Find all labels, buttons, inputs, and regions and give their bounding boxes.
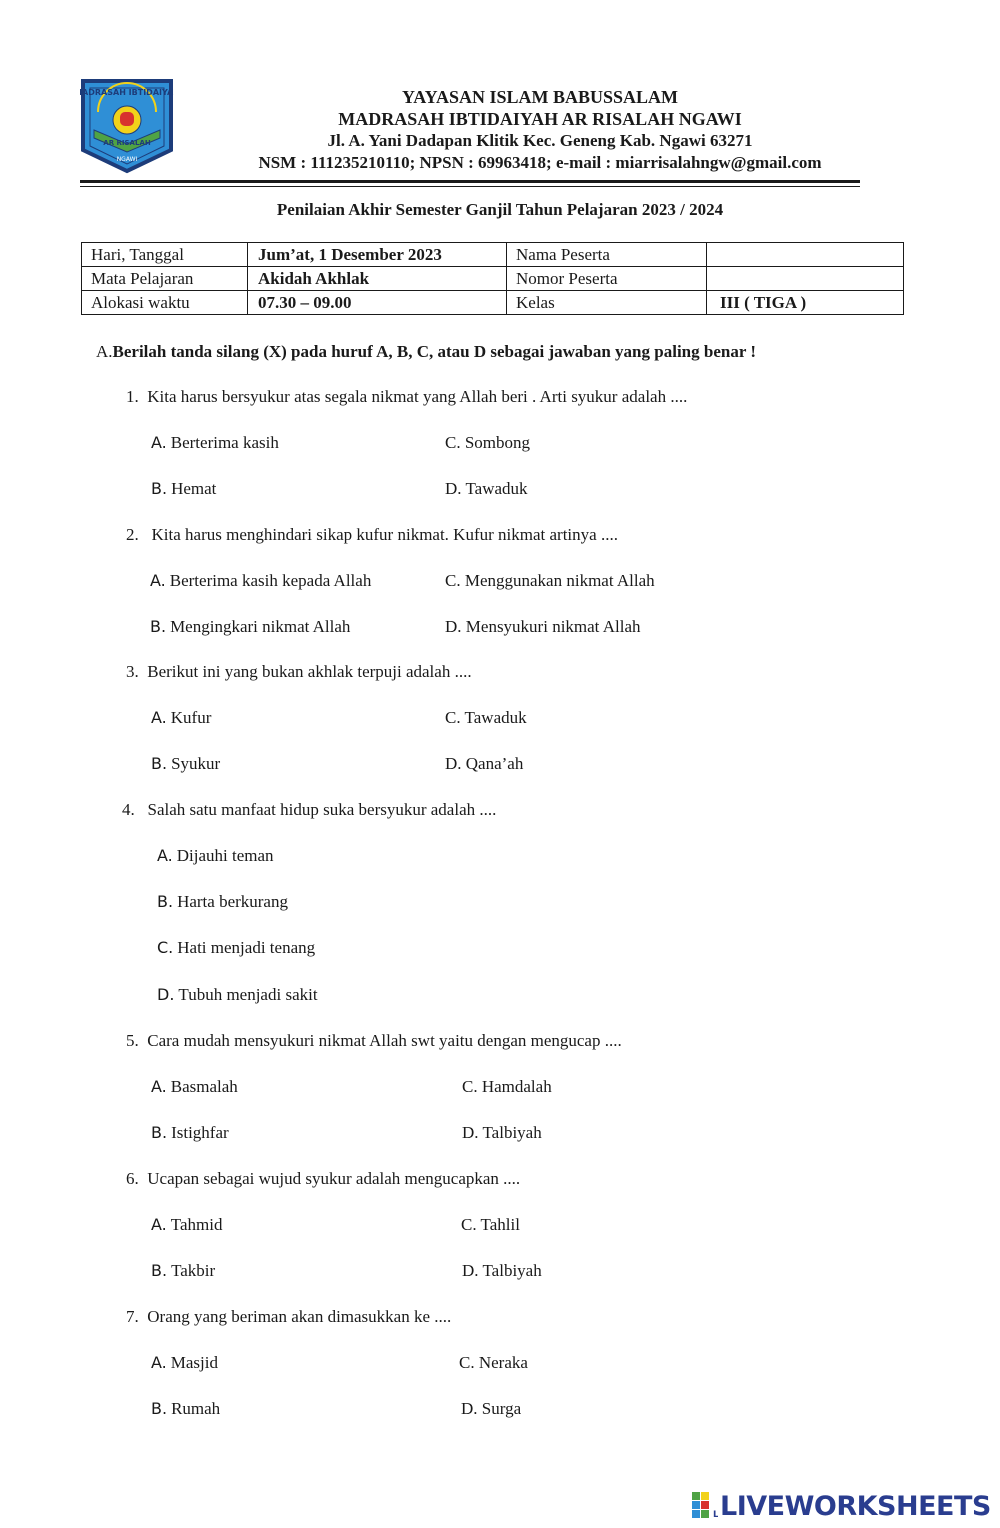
option-text: Hati menjadi tenang xyxy=(177,938,316,957)
q5-option-b[interactable] xyxy=(151,1123,229,1143)
date-value: Jum’at, 1 Desember 2023 xyxy=(248,243,507,267)
date-label: Hari, Tanggal xyxy=(82,243,248,267)
liveworksheets-logo-icon xyxy=(692,1492,718,1520)
option-letter: C. xyxy=(445,708,461,727)
option-text: Talbiyah xyxy=(482,1261,542,1280)
q3-option-b[interactable] xyxy=(151,754,220,774)
question-number: 6. xyxy=(126,1169,139,1188)
subject-value: Akidah Akhlak xyxy=(248,267,507,291)
question-text: Kita harus menghindari sikap kufur nikmat. Kufur nikmat artinya .... xyxy=(147,525,618,544)
q5-option-d[interactable] xyxy=(462,1123,542,1143)
school-logo xyxy=(80,78,174,174)
question-7 xyxy=(126,1307,451,1327)
option-text: Dijauhi teman xyxy=(176,846,274,865)
q1-option-c[interactable] xyxy=(445,433,530,453)
logo-top-text: ADRASAH IBTIDAIYA xyxy=(82,88,174,97)
question-5 xyxy=(126,1031,622,1051)
option-text: Menggunakan nikmat Allah xyxy=(464,571,655,590)
option-letter: A. xyxy=(151,1215,167,1234)
q6-option-a[interactable] xyxy=(151,1215,222,1235)
question-number: 1. xyxy=(126,387,139,406)
option-letter: D. xyxy=(445,479,462,498)
participant-name-label: Nama Peserta xyxy=(507,243,707,267)
q7-option-a[interactable] xyxy=(151,1353,218,1373)
option-text: Tahlil xyxy=(480,1215,520,1234)
option-letter: D. xyxy=(157,985,175,1004)
question-number: 2. xyxy=(126,525,139,544)
question-4 xyxy=(122,800,496,820)
option-letter: B. xyxy=(151,1399,168,1418)
school-name: MADRASAH IBTIDAIYAH AR RISALAH NGAWI xyxy=(338,109,742,129)
liveworksheets-brand: LIVEWORKSHEETS xyxy=(720,1490,991,1522)
school-address: Jl. A. Yani Dadapan Klitik Kec. Geneng Kab. Ngawi 63271 xyxy=(327,131,753,150)
q3-option-c[interactable] xyxy=(445,708,527,728)
q6-option-c[interactable] xyxy=(461,1215,520,1235)
question-2 xyxy=(126,525,618,545)
question-text: Kita harus bersyukur atas segala nikmat yang Allah beri . Arti syukur adalah .... xyxy=(147,387,688,406)
q1-option-d[interactable] xyxy=(445,479,528,499)
liveworksheets-watermark[interactable] xyxy=(692,1489,991,1523)
header-rule-thick xyxy=(80,180,860,183)
option-letter: B. xyxy=(150,617,167,636)
option-letter: B. xyxy=(157,892,174,911)
q3-option-d[interactable] xyxy=(445,754,523,774)
foundation-name: YAYASAN ISLAM BABUSSALAM xyxy=(401,87,679,107)
question-text: Berikut ini yang bukan akhlak terpuji adalah .... xyxy=(147,662,472,681)
exam-info-table xyxy=(81,242,904,315)
option-letter: C. xyxy=(157,938,174,957)
question-number: 7. xyxy=(126,1307,139,1326)
option-letter: B. xyxy=(151,1261,168,1280)
section-letter: A. xyxy=(96,342,113,361)
table-row xyxy=(82,267,904,291)
option-letter: B. xyxy=(151,754,168,773)
option-letter: D. xyxy=(461,1399,478,1418)
instruction-text: Berilah tanda silang (X) pada huruf A, B, C, atau D sebagai jawaban yang paling benar ! xyxy=(112,342,756,361)
option-text: Tawaduk xyxy=(465,479,528,498)
option-text: Qana’ah xyxy=(465,754,524,773)
question-text: Cara mudah mensyukuri nikmat Allah swt yaitu dengan mengucap .... xyxy=(147,1031,622,1050)
option-text: Berterima kasih kepada Allah xyxy=(169,571,372,590)
option-letter: D. xyxy=(462,1123,479,1142)
option-text: Sombong xyxy=(464,433,531,452)
q6-option-d[interactable] xyxy=(462,1261,542,1281)
q7-option-b[interactable] xyxy=(151,1399,220,1419)
option-text: Mensyukuri nikmat Allah xyxy=(465,617,641,636)
option-letter: A. xyxy=(151,433,167,452)
q2-option-a[interactable] xyxy=(150,571,371,591)
participant-number-field[interactable] xyxy=(707,267,904,291)
letterhead xyxy=(200,86,880,174)
question-text: Ucapan sebagai wujud syukur adalah mengucapkan .... xyxy=(147,1169,521,1188)
q2-option-c[interactable] xyxy=(445,571,655,591)
option-letter: C. xyxy=(461,1215,477,1234)
question-text: Salah satu manfaat hidup suka bersyukur adalah .... xyxy=(147,800,497,819)
table-row xyxy=(82,243,904,267)
option-text: Takbir xyxy=(171,1261,216,1280)
option-text: Surga xyxy=(481,1399,522,1418)
option-text: Talbiyah xyxy=(482,1123,542,1142)
option-letter: A. xyxy=(150,571,166,590)
option-letter: C. xyxy=(462,1077,478,1096)
option-letter: D. xyxy=(462,1261,479,1280)
option-letter: A. xyxy=(151,708,167,727)
question-text: Orang yang beriman akan dimasukkan ke .... xyxy=(147,1307,452,1326)
option-letter: D. xyxy=(445,617,462,636)
time-value: 07.30 – 09.00 xyxy=(248,291,507,315)
option-text: Istighfar xyxy=(171,1123,229,1142)
class-label: Kelas xyxy=(507,291,707,315)
option-letter: A. xyxy=(157,846,173,865)
school-identifiers: NSM : 111235210110; NPSN : 69963418; e-mail : miarrisalahngw@gmail.com xyxy=(258,153,822,172)
q7-option-d[interactable] xyxy=(461,1399,521,1419)
question-6 xyxy=(126,1169,520,1189)
question-number: 5. xyxy=(126,1031,139,1050)
q7-option-c[interactable] xyxy=(459,1353,528,1373)
subject-label: Mata Pelajaran xyxy=(82,267,248,291)
logo-mark-letters: L xyxy=(713,1510,718,1520)
logo-band-text: AR RISALAH xyxy=(103,139,151,147)
q1-option-a[interactable] xyxy=(151,433,279,453)
q4-option-b[interactable] xyxy=(157,892,288,912)
table-row xyxy=(82,291,904,315)
question-3 xyxy=(126,662,472,682)
option-letter: B. xyxy=(151,1123,168,1142)
option-letter: A. xyxy=(151,1077,167,1096)
option-text: Berterima kasih xyxy=(170,433,279,452)
q4-option-c[interactable] xyxy=(157,938,315,958)
option-letter: D. xyxy=(445,754,462,773)
q4-option-d[interactable] xyxy=(157,985,318,1005)
option-letter: C. xyxy=(459,1353,475,1372)
option-text: Mengingkari nikmat Allah xyxy=(170,617,351,636)
question-number: 3. xyxy=(126,662,139,681)
option-text: Hemat xyxy=(171,479,217,498)
option-text: Tawaduk xyxy=(464,708,527,727)
option-text: Basmalah xyxy=(170,1077,238,1096)
participant-number-label: Nomor Peserta xyxy=(507,267,707,291)
q1-option-b[interactable] xyxy=(151,479,216,499)
option-text: Neraka xyxy=(478,1353,528,1372)
option-text: Tahmid xyxy=(170,1215,223,1234)
logo-bottom-text: NGAWI xyxy=(116,156,138,163)
option-text: Masjid xyxy=(170,1353,218,1372)
option-letter: C. xyxy=(445,571,461,590)
option-text: Hamdalah xyxy=(481,1077,552,1096)
participant-name-field[interactable] xyxy=(707,243,904,267)
option-text: Syukur xyxy=(171,754,221,773)
question-number: 4. xyxy=(122,800,135,819)
q6-option-b[interactable] xyxy=(151,1261,215,1281)
q5-option-a[interactable] xyxy=(151,1077,238,1097)
q4-option-a[interactable] xyxy=(157,846,274,866)
q2-option-d[interactable] xyxy=(445,617,641,637)
class-value: III ( TIGA ) xyxy=(707,291,904,315)
q2-option-b[interactable] xyxy=(150,617,350,637)
option-text: Kufur xyxy=(170,708,212,727)
time-label: Alokasi waktu xyxy=(82,291,248,315)
header-rule-thin xyxy=(80,186,860,187)
exam-title: Penilaian Akhir Semester Ganjil Tahun Pelajaran 2023 / 2024 xyxy=(276,200,724,219)
q5-option-c[interactable] xyxy=(462,1077,552,1097)
q3-option-a[interactable] xyxy=(151,708,211,728)
option-text: Harta berkurang xyxy=(177,892,288,911)
question-1 xyxy=(126,387,687,407)
option-letter: A. xyxy=(151,1353,167,1372)
option-text: Rumah xyxy=(171,1399,221,1418)
option-letter: B. xyxy=(151,479,168,498)
instruction xyxy=(96,342,756,362)
option-text: Tubuh menjadi sakit xyxy=(178,985,318,1004)
option-letter: C. xyxy=(445,433,461,452)
